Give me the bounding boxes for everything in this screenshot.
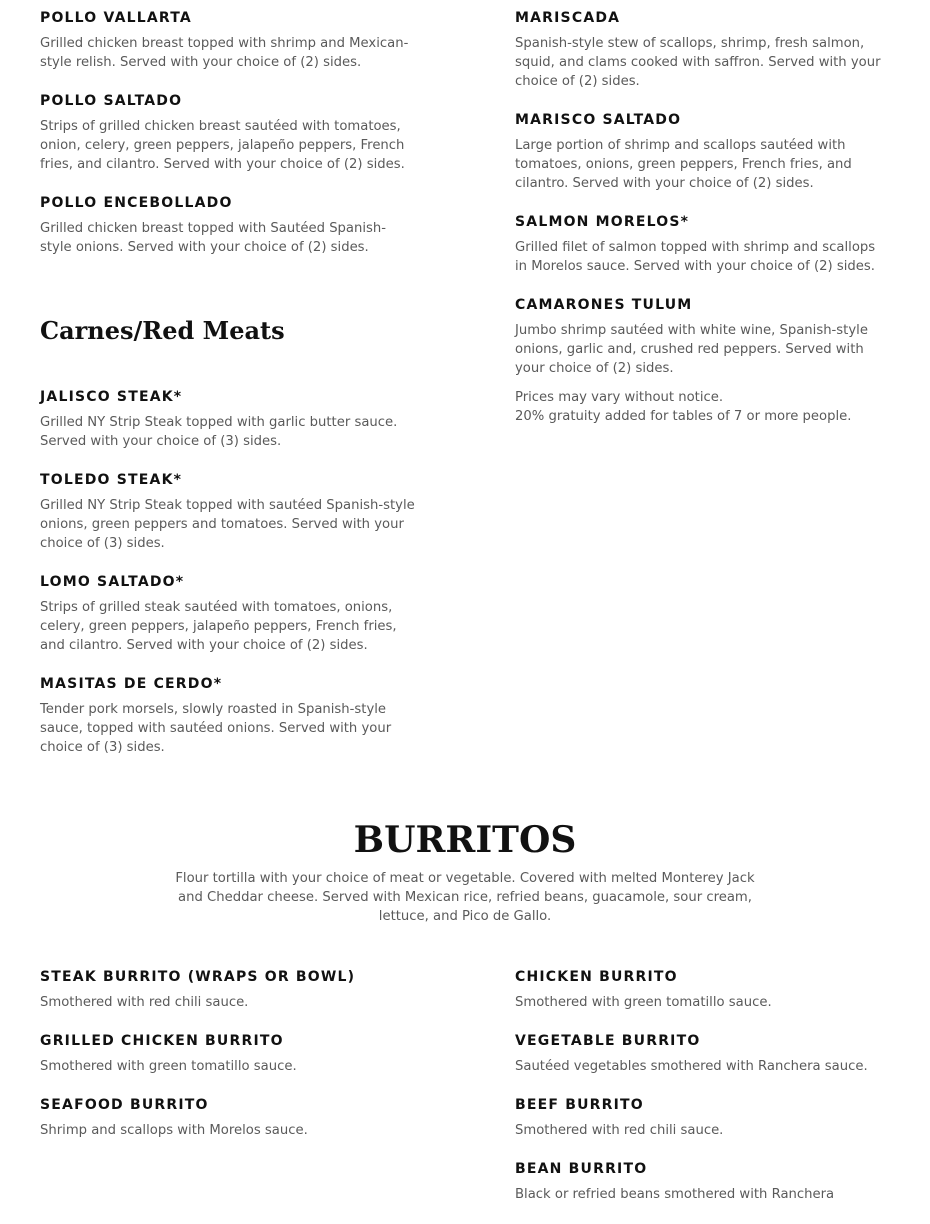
item-description: Black or refried beans smothered with Ranchera	[515, 1187, 835, 1202]
item-name: GRILLED CHICKEN BURRITO	[40, 1033, 284, 1049]
item-name: MASITAS DE CERDO*	[40, 676, 223, 692]
item-description: Large portion of shrimp and scallops sautéed with tomatoes, onions, green peppers, French fries, and cilantro. Served with your choice of (2) sides.	[515, 138, 852, 191]
item-name: STEAK BURRITO (WRAPS OR BOWL)	[40, 969, 356, 985]
item-description: Grilled NY Strip Steak topped with garlic butter sauce. Served with your choice of (3) sides.	[40, 415, 398, 449]
item-description: Strips of grilled chicken breast sautéed with tomatoes, onion, celery, green peppers, jalapeño peppers, French fries, and cilantro. Served with your choice of (2) sides.	[40, 119, 405, 172]
item-name: CHICKEN BURRITO	[515, 969, 678, 985]
item-name: POLLO ENCEBOLLADO	[40, 195, 233, 211]
item-name: POLLO VALLARTA	[40, 10, 192, 26]
section-title-burritos: BURRITOS	[353, 819, 577, 861]
menu-item-bean-burrito	[515, 1160, 905, 1204]
menu-item-marisco-saltado	[515, 111, 890, 193]
item-description: Jumbo shrimp sautéed with white wine, Spanish-style onions, garlic and, crushed red peppers. Served with your choice of (2) sides.	[515, 323, 868, 376]
item-name: MARISCO SALTADO	[515, 112, 682, 128]
menu-item-jalisco-steak	[40, 388, 415, 451]
item-description: Smothered with red chili sauce.	[515, 1123, 724, 1138]
menu-item-masitas-de-cerdo	[40, 675, 415, 757]
item-name: SEAFOOD BURRITO	[40, 1097, 209, 1113]
menu-notices	[515, 388, 890, 426]
menu-item-toledo-steak	[40, 471, 415, 553]
section-title-red-meats: Carnes/Red Meats	[40, 316, 285, 345]
item-description: Grilled chicken breast topped with Sautéed Spanish-style onions. Served with your choice of (2) sides.	[40, 221, 387, 255]
item-name: VEGETABLE BURRITO	[515, 1033, 701, 1049]
menu-item-pollo-vallarta	[40, 9, 415, 72]
item-name: JALISCO STEAK*	[40, 389, 183, 405]
burritos-left-list	[40, 968, 460, 1160]
item-description: Grilled chicken breast topped with shrimp and Mexican-style relish. Served with your choice of (2) sides.	[40, 36, 409, 70]
item-description: Strips of grilled steak sautéed with tomatoes, onions, celery, green peppers, jalapeño peppers, French fries, and cilantro. Served with your choice of (2) sides.	[40, 600, 397, 653]
menu-item-seafood-burrito	[40, 1096, 460, 1140]
menu-item-camarones-tulum	[515, 296, 890, 378]
item-name: POLLO SALTADO	[40, 93, 183, 109]
menu-item-lomo-saltado	[40, 573, 415, 655]
price-notice: Prices may vary without notice.	[515, 390, 724, 405]
red-meats-list	[40, 388, 415, 777]
item-description: Grilled filet of salmon topped with shrimp and scallops in Morelos sauce. Served with your choice of (2) sides.	[515, 240, 876, 274]
menu-item-chicken-burrito	[515, 968, 905, 1012]
menu-item-salmon-morelos	[515, 213, 890, 276]
item-name: LOMO SALTADO*	[40, 574, 185, 590]
menu-item-pollo-encebollado	[40, 194, 415, 257]
item-description: Grilled NY Strip Steak topped with sautéed Spanish-style onions, green peppers and tomatoes. Served with your choice of (3) sides.	[40, 498, 415, 551]
item-name: CAMARONES TULUM	[515, 297, 693, 313]
item-description: Spanish-style stew of scallops, shrimp, fresh salmon, squid, and clams cooked with saffron. Served with your choice of (2) sides.	[515, 36, 881, 89]
menu-item-pollo-saltado	[40, 92, 415, 174]
item-name: MARISCADA	[515, 10, 621, 26]
item-description: Tender pork morsels, slowly roasted in Spanish-style sauce, topped with sautéed onions. Served with your choice of (3) sides.	[40, 702, 392, 755]
item-description: Smothered with green tomatillo sauce.	[515, 995, 772, 1010]
menu-item-steak-burrito	[40, 968, 460, 1012]
burritos-intro: Flour tortilla with your choice of meat or vegetable. Covered with melted Monterey Jack and Cheddar cheese. Served with Mexican rice, refried beans, guacamole, sour cream, lettuce, and Pico de Gallo.	[175, 871, 755, 924]
item-description: Smothered with green tomatillo sauce.	[40, 1059, 297, 1074]
burritos-right-list	[515, 968, 905, 1224]
gratuity-notice: 20% gratuity added for tables of 7 or more people.	[515, 409, 852, 424]
item-description: Sautéed vegetables smothered with Ranchera sauce.	[515, 1059, 868, 1074]
left-column-top	[40, 9, 415, 277]
item-description: Smothered with red chili sauce.	[40, 995, 249, 1010]
item-name: TOLEDO STEAK*	[40, 472, 183, 488]
menu-item-beef-burrito	[515, 1096, 905, 1140]
menu-item-mariscada	[515, 9, 890, 91]
item-name: BEEF BURRITO	[515, 1097, 644, 1113]
item-name: SALMON MORELOS*	[515, 214, 690, 230]
menu-item-vegetable-burrito	[515, 1032, 905, 1076]
item-description: Shrimp and scallops with Morelos sauce.	[40, 1123, 308, 1138]
menu-item-grilled-chicken-burrito	[40, 1032, 460, 1076]
right-column-top	[515, 9, 890, 426]
item-name: BEAN BURRITO	[515, 1161, 648, 1177]
